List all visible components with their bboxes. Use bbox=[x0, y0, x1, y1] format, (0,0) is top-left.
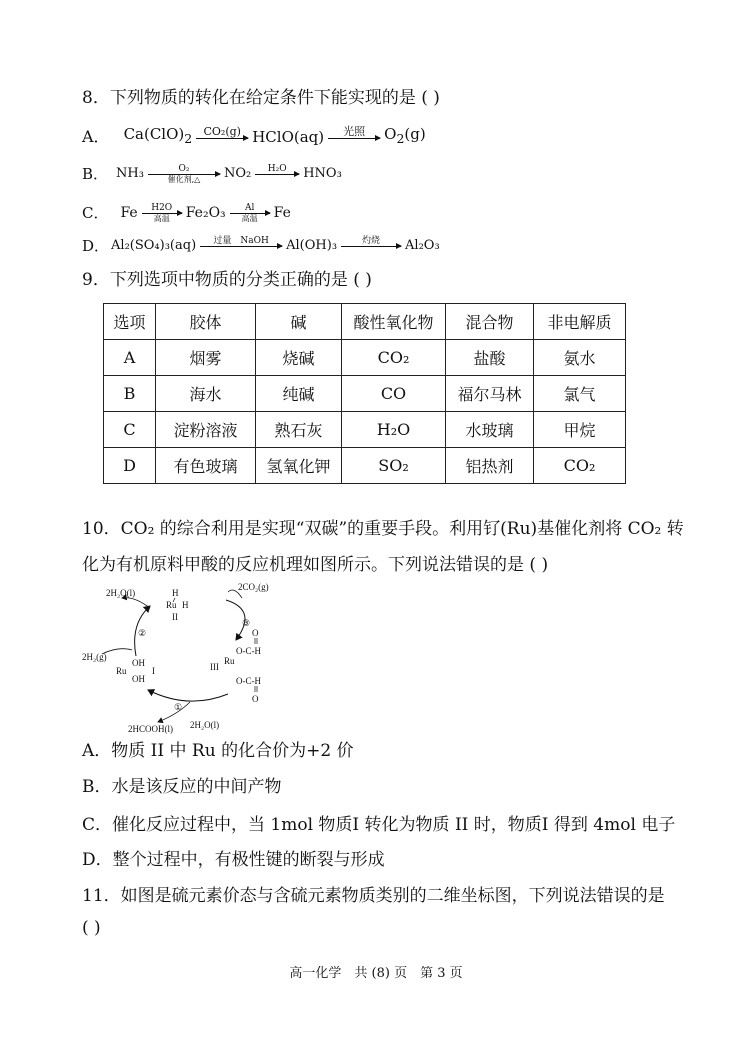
table-row bbox=[104, 412, 626, 448]
subscript: 2 bbox=[396, 131, 405, 146]
table-header-cell: 胶体 bbox=[156, 304, 256, 340]
condition: CO₂(g) bbox=[203, 125, 241, 138]
table-cell: 水玻璃 bbox=[446, 412, 534, 448]
condition: O₂ bbox=[178, 164, 190, 174]
condition: H2O bbox=[151, 203, 173, 213]
table-row bbox=[104, 376, 626, 412]
table-cell: 纯碱 bbox=[256, 376, 342, 412]
ru-atom: Ru bbox=[224, 656, 235, 666]
ru-atom: Ru bbox=[116, 666, 127, 676]
table-header-cell: 选项 bbox=[104, 304, 156, 340]
species-1-label: I bbox=[152, 666, 155, 676]
table-cell: 氨水 bbox=[534, 340, 626, 376]
q10-stem-line1: 10．CO₂ 的综合利用是实现“双碳”的重要手段。利用钌(Ru)基催化剂将 CO₂ 转 bbox=[82, 519, 684, 539]
table-cell: SO₂ bbox=[342, 448, 446, 484]
product: HNO₃ bbox=[303, 166, 342, 181]
condition: H₂O bbox=[267, 164, 287, 174]
h2o-out-arrow bbox=[122, 598, 150, 608]
reaction-arrow bbox=[148, 164, 220, 184]
product: O bbox=[384, 125, 397, 143]
condition: 过量 NaOH bbox=[213, 236, 269, 246]
table-cell: CO₂ bbox=[342, 340, 446, 376]
intermediate: Al(OH)₃ bbox=[286, 238, 338, 253]
species-2-label: II bbox=[172, 612, 178, 622]
intermediate: HClO(aq) bbox=[252, 127, 325, 146]
condition-below: 高温 bbox=[241, 214, 258, 223]
table-cell: B bbox=[104, 376, 156, 412]
h-atom: H bbox=[182, 600, 189, 610]
subscript: 2 bbox=[184, 131, 193, 146]
option-label: A． bbox=[82, 126, 110, 146]
table-cell: 淀粉溶液 bbox=[156, 412, 256, 448]
q10-stem-line2: 化为有机原料甲酸的反应机理如图所示。下列说法错误的是 ( ) bbox=[82, 555, 549, 575]
option-label: B． bbox=[82, 165, 109, 183]
co2-label: 2CO₂(g) bbox=[238, 582, 269, 592]
formate-group: O-C-H bbox=[236, 646, 261, 656]
condition: 光照 bbox=[343, 125, 366, 138]
step-1-marker: ① bbox=[174, 702, 183, 712]
condition: Al bbox=[244, 203, 255, 213]
table-cell: 烧碱 bbox=[256, 340, 342, 376]
step-3-marker: ③ bbox=[242, 618, 251, 628]
condition-below: 高温 bbox=[153, 214, 170, 223]
q8-option-d bbox=[82, 236, 440, 256]
table-header-cell: 混合物 bbox=[446, 304, 534, 340]
table-header-cell: 非电解质 bbox=[534, 304, 626, 340]
table-cell: D bbox=[104, 448, 156, 484]
table-header-cell: 酸性氧化物 bbox=[342, 304, 446, 340]
condition: 灼烧 bbox=[362, 236, 381, 246]
option-label: C． bbox=[82, 204, 109, 222]
table-cell: 熟石灰 bbox=[256, 412, 342, 448]
table-row bbox=[104, 448, 626, 484]
table-cell: 福尔马林 bbox=[446, 376, 534, 412]
table-cell: 铝热剂 bbox=[446, 448, 534, 484]
intermediate: Fe₂O₃ bbox=[185, 205, 226, 221]
table-cell: CO₂ bbox=[534, 448, 626, 484]
oh-group: OH bbox=[132, 658, 145, 668]
reactant: NH₃ bbox=[116, 166, 144, 181]
q10-option-a: A．物质 II 中 Ru 的化合价为+2 价 bbox=[82, 741, 354, 761]
table-cell: C bbox=[104, 412, 156, 448]
reaction-arrow bbox=[230, 203, 270, 223]
q10-option-b: B．水是该反应的中间产物 bbox=[82, 777, 282, 797]
table-cell: 有色玻璃 bbox=[156, 448, 256, 484]
hcooh-label: 2HCOOH(l) bbox=[128, 724, 173, 734]
reaction-arrow bbox=[200, 236, 282, 256]
q8-option-c bbox=[82, 203, 291, 223]
table-cell: 氢氧化钾 bbox=[256, 448, 342, 484]
product-state: (g) bbox=[404, 125, 426, 143]
q11-stem-line2: ( ) bbox=[82, 918, 101, 938]
reactant: Fe bbox=[120, 205, 138, 221]
h-atom: H bbox=[172, 588, 179, 598]
classification-table bbox=[103, 303, 626, 484]
table-cell: CO bbox=[342, 376, 446, 412]
option-label: D． bbox=[82, 237, 110, 255]
q8-stem: 8．下列物质的转化在给定条件下能实现的是 ( ) bbox=[82, 88, 440, 108]
table-cell: A bbox=[104, 340, 156, 376]
step-2-marker: ② bbox=[138, 628, 147, 638]
h2-label: 2H₂(g) bbox=[82, 652, 107, 662]
reaction-arrow bbox=[341, 236, 401, 256]
q8-option-b bbox=[82, 164, 342, 184]
table-cell: 氯气 bbox=[534, 376, 626, 412]
q11-stem-line1: 11．如图是硫元素价态与含硫元素物质类别的二维坐标图，下列说法错误的是 bbox=[82, 886, 665, 906]
formate-group: O-C-H bbox=[236, 676, 261, 686]
table-cell: 甲烷 bbox=[534, 412, 626, 448]
reactant: Ca(ClO) bbox=[123, 125, 185, 143]
q10-option-d: D．整个过程中，有极性键的断裂与形成 bbox=[82, 850, 385, 870]
o-atom: O bbox=[252, 628, 259, 638]
cycle-arrow-step1 bbox=[148, 690, 228, 701]
reaction-mechanism-diagram bbox=[78, 578, 318, 738]
table-header-row bbox=[104, 304, 626, 340]
oh-group: OH bbox=[132, 674, 145, 684]
product: Al₂O₃ bbox=[405, 238, 440, 253]
table-cell: H₂O bbox=[342, 412, 446, 448]
page-footer: 高一化学 共 (8) 页 第 3 页 bbox=[289, 966, 463, 981]
q9-stem: 9．下列选项中物质的分类正确的是 ( ) bbox=[82, 270, 372, 290]
table-header-cell: 碱 bbox=[256, 304, 342, 340]
reaction-arrow bbox=[255, 164, 299, 184]
table-cell: 海水 bbox=[156, 376, 256, 412]
ru-atom: Ru bbox=[166, 600, 177, 610]
condition-below: 催化剂,△ bbox=[167, 175, 201, 184]
h2o-top-label: 2H₂O(l) bbox=[106, 588, 136, 598]
reaction-arrow bbox=[328, 125, 380, 148]
q8-option-a bbox=[82, 124, 426, 149]
species-3-label: III bbox=[210, 662, 219, 672]
reactant: Al₂(SO₄)₃(aq) bbox=[111, 238, 197, 253]
table-row bbox=[104, 340, 626, 376]
reaction-arrow bbox=[142, 203, 182, 223]
intermediate: NO₂ bbox=[223, 166, 252, 181]
table-cell: 盐酸 bbox=[446, 340, 534, 376]
q10-option-c: C．催化反应过程中，当 1mol 物质I 转化为物质 II 时，物质I 得到 4mol 电子 bbox=[82, 815, 676, 835]
reaction-arrow bbox=[196, 125, 248, 148]
o-atom: O bbox=[252, 694, 259, 704]
h2o-bottom-label: 2H₂O(l) bbox=[190, 720, 220, 730]
table-cell: 烟雾 bbox=[156, 340, 256, 376]
product: Fe bbox=[273, 205, 291, 221]
